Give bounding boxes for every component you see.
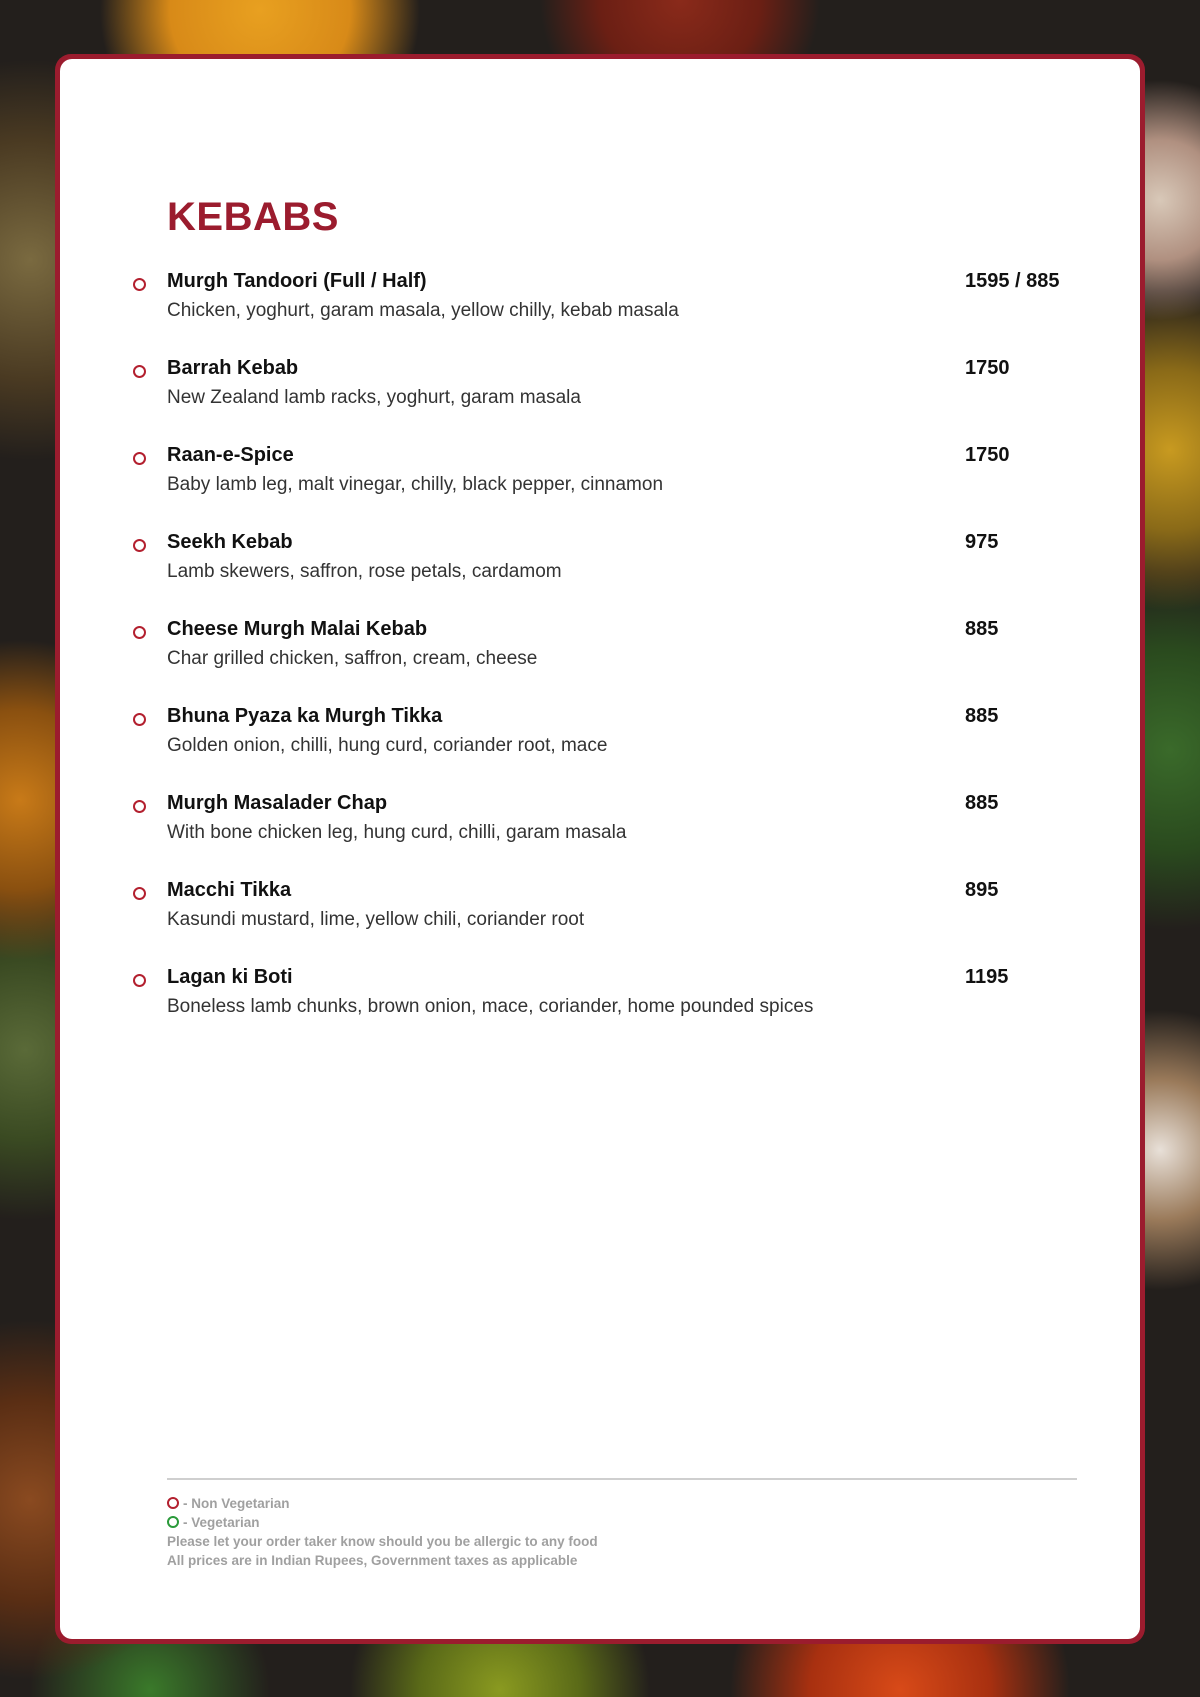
menu-page [60,59,1140,1639]
allergy-note: Please let your order taker know should you be allergic to any food [167,1534,598,1549]
menu-item [130,792,1080,852]
item-name: Lagan ki Boti [167,966,293,988]
section-title: KEBABS [167,195,339,239]
item-price: 895 [965,879,999,901]
menu-item [130,270,1080,330]
item-name: Barrah Kebab [167,357,299,379]
non-veg-circle-icon [133,887,146,900]
legend-veg-label: - Vegetarian [183,1515,260,1530]
menu-item [130,444,1080,504]
menu-item [130,705,1080,765]
item-price: 1595 / 885 [965,270,1060,292]
item-description: Kasundi mustard, lime, yellow chili, coriander root [167,909,585,930]
non-veg-circle-icon [133,452,146,465]
item-price: 975 [965,531,999,553]
item-description: Char grilled chicken, saffron, cream, cheese [167,648,538,669]
item-description: Lamb skewers, saffron, rose petals, cardamom [167,561,562,582]
item-name: Raan-e-Spice [167,444,294,466]
footer-divider [167,1478,1077,1480]
price-note: All prices are in Indian Rupees, Government taxes as applicable [167,1553,578,1568]
item-description: Baby lamb leg, malt vinegar, chilly, black pepper, cinnamon [167,474,664,495]
non-veg-circle-icon [133,539,146,552]
item-price: 885 [965,792,999,814]
item-name: Murgh Tandoori (Full / Half) [167,270,427,292]
item-description: Chicken, yoghurt, garam masala, yellow chilly, kebab masala [167,300,679,321]
item-price: 885 [965,705,999,727]
non-veg-circle-icon [133,278,146,291]
item-description: New Zealand lamb racks, yoghurt, garam masala [167,387,581,408]
item-name: Bhuna Pyaza ka Murgh Tikka [167,705,443,727]
non-veg-circle-icon [133,800,146,813]
item-price: 885 [965,618,999,640]
non-veg-circle-icon [133,974,146,987]
non-veg-circle-icon [167,1497,179,1509]
veg-circle-icon [167,1516,179,1528]
legend-veg [167,1515,260,1530]
item-price: 1195 [965,966,1009,988]
non-veg-circle-icon [133,365,146,378]
menu-item [130,531,1080,591]
legend-non-veg-label: - Non Vegetarian [183,1496,290,1511]
item-name: Macchi Tikka [167,879,292,901]
item-description: Boneless lamb chunks, brown onion, mace, coriander, home pounded spices [167,996,814,1017]
menu-item [130,618,1080,678]
non-veg-circle-icon [133,713,146,726]
menu-item [130,879,1080,939]
item-price: 1750 [965,444,1010,466]
menu-item [130,357,1080,417]
item-name: Murgh Masalader Chap [167,792,388,814]
non-veg-circle-icon [133,626,146,639]
menu-item [130,966,1080,1026]
item-name: Seekh Kebab [167,531,293,553]
legend-non-veg [167,1496,290,1511]
item-description: Golden onion, chilli, hung curd, coriander root, mace [167,735,608,756]
item-name: Cheese Murgh Malai Kebab [167,618,428,640]
item-description: With bone chicken leg, hung curd, chilli, garam masala [167,822,627,843]
item-price: 1750 [965,357,1010,379]
menu-card [55,54,1145,1644]
